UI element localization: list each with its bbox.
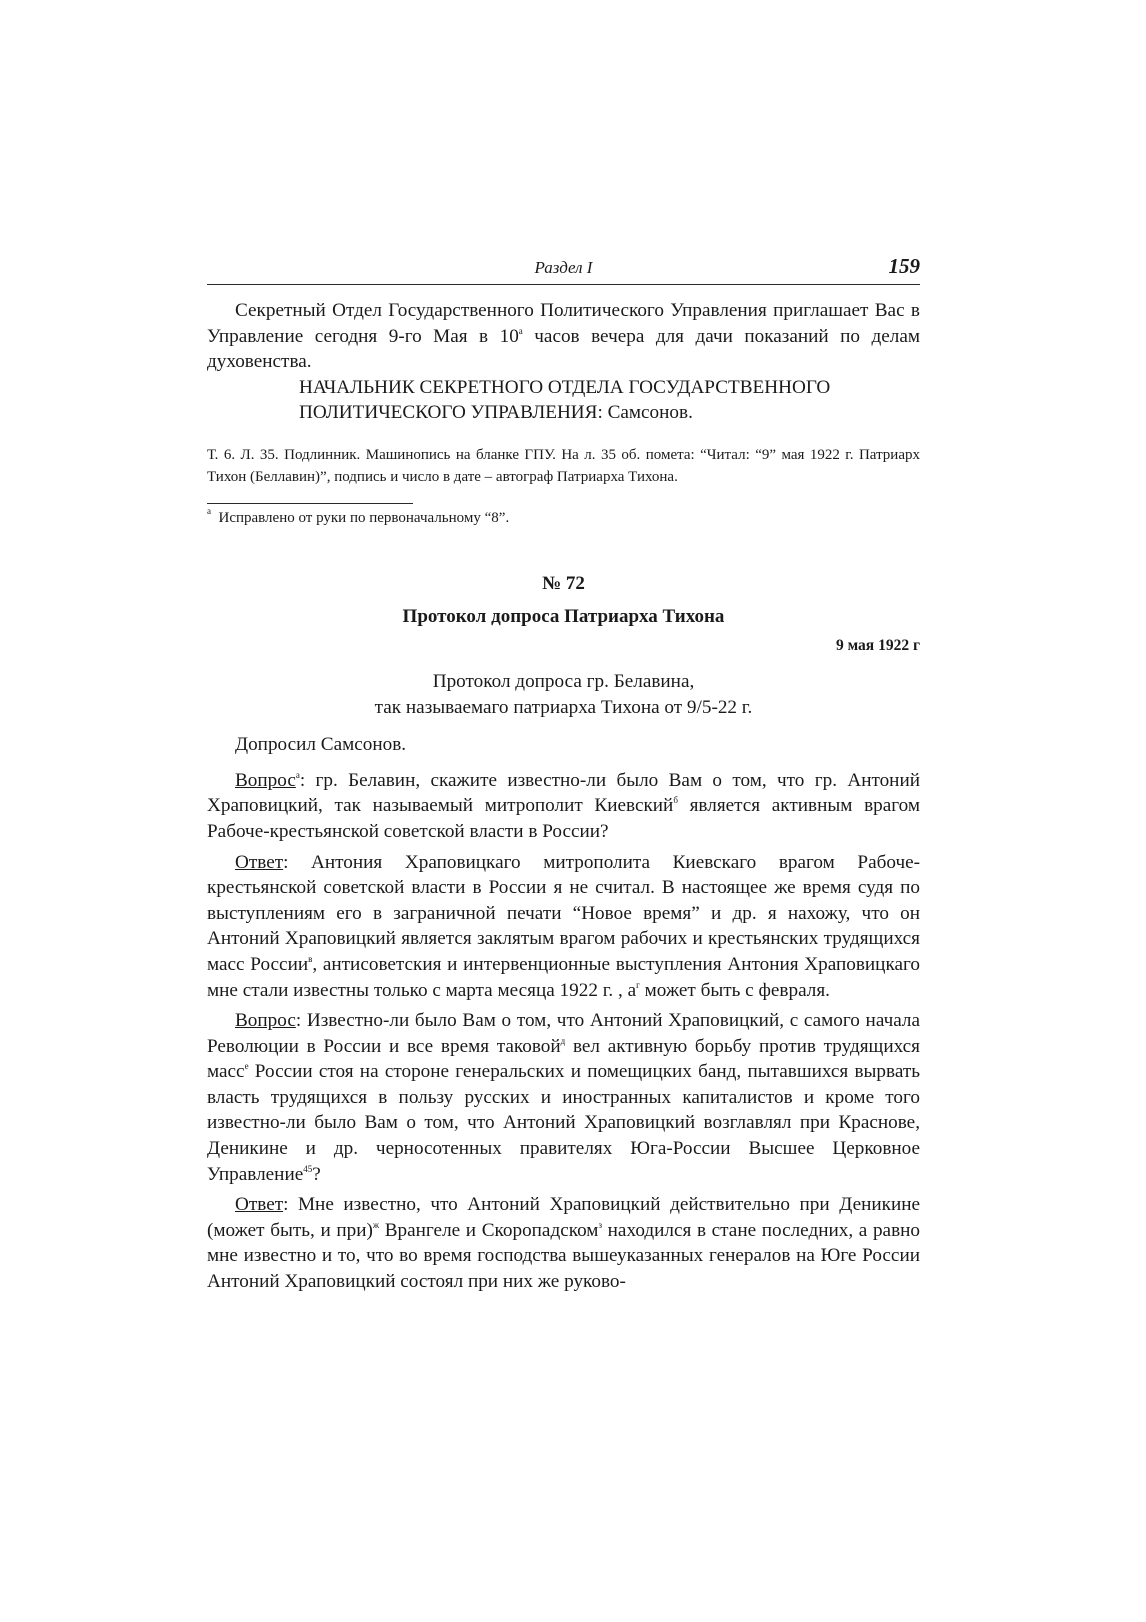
answer-2: Ответ: Мне известно, что Антоний Храповицкий действительно при Деникине (может быть, и при)$^ж$ Врангеле и Скоропадском$^з$ находился в стане последних, а равно мне известно и то, что во время господства вышеуказанных генералов на Юге России Антоний Храповицкий состоял при них же руково- <box>207 1194 920 1293</box>
question-2: Вопрос: Известно-ли было Вам о том, что Антоний Храповицкий, с самого начала Революции в России и все время таковой$^д$ вел активную борьбу против трудящихся масс$^е$ России стоя на стороне генеральских и помещицких банд, пытавшихся вырвать власть трудящихся в пользу русских и иностранных капиталистов и кроме того известно-ли было Вам о том, что Антоний Храповицкий возглавлял при Краснове, Деникине и др. черносотенных правителях Юга-России Высшее Церковное Управление$^{45}$? <box>207 1010 920 1185</box>
answer-1: Ответ: Антония Храповицкаго митрополита Киевскаго врагом Рабоче-крестьянской советской власти в России я не считал. В настоящее же время судя по выступлениям его в заграничной печати “Новое время” и др. я нахожу, что он Антоний Храповицкий является заклятым врагом рабочих и крестьянских трудящихся масс России$^в$, антисоветския и интервенционные выступления Антония Храповицкаго мне стали известны только с марта месяца 1922 г. , $а^г$ может быть с февраля. <box>207 851 920 1001</box>
notice-paragraph: Секретный Отдел Государственного Политического Управления приглашает Вас в Управление сегодня 9-го Мая в $10^а$ часов вечера для дачи показаний по делам духовенства. <box>207 300 921 373</box>
footnote: $^а$ Исправлено от руки по первоначальному “8”. <box>207 505 510 526</box>
protocol-heading: Протокол допроса гр. Белавина, так называемаго патриарха Тихона от 9/5-22 г. <box>374 670 753 718</box>
document-number: № 72 <box>542 572 585 594</box>
document-title: Протокол допроса Патриарха Тихона <box>402 605 725 627</box>
interrogator-line: Допросил Самсонов. <box>235 734 407 756</box>
archival-note: Т. 6. Л. 35. Подлинник. Машинопись на бланке ГПУ. На л. 35 об. помета: “Читал: “9” мая 1922 г. Патриарх Тихон (Беллавин)”, подпись и число в дате – автограф Патриарха Тихона. <box>207 446 920 485</box>
section-name: Раздел I <box>534 258 593 277</box>
footnote-ref: а <box>518 325 523 336</box>
signature-block <box>299 375 920 426</box>
document-date: 9 мая 1922 г <box>835 636 920 654</box>
page-number: 159 <box>888 254 920 278</box>
signature-line: НАЧАЛЬНИК СЕКРЕТНОГО ОТДЕЛА ГОСУДАРСТВЕННОГО <box>299 376 831 398</box>
running-header <box>207 252 920 285</box>
signature-line: ПОЛИТИЧЕСКОГО УПРАВЛЕНИЯ: Самсонов. <box>299 402 693 424</box>
question-1: Вопрос$^а$: гр. Белавин, скажите известно-ли было Вам о том, что гр. Антоний Храповицкий, так называемый митрополит Киевский$^б$ является активным врагом Рабоче-крестьянской советской власти в России? <box>207 769 920 842</box>
page <box>207 252 920 1295</box>
footnote-divider <box>207 503 413 504</box>
